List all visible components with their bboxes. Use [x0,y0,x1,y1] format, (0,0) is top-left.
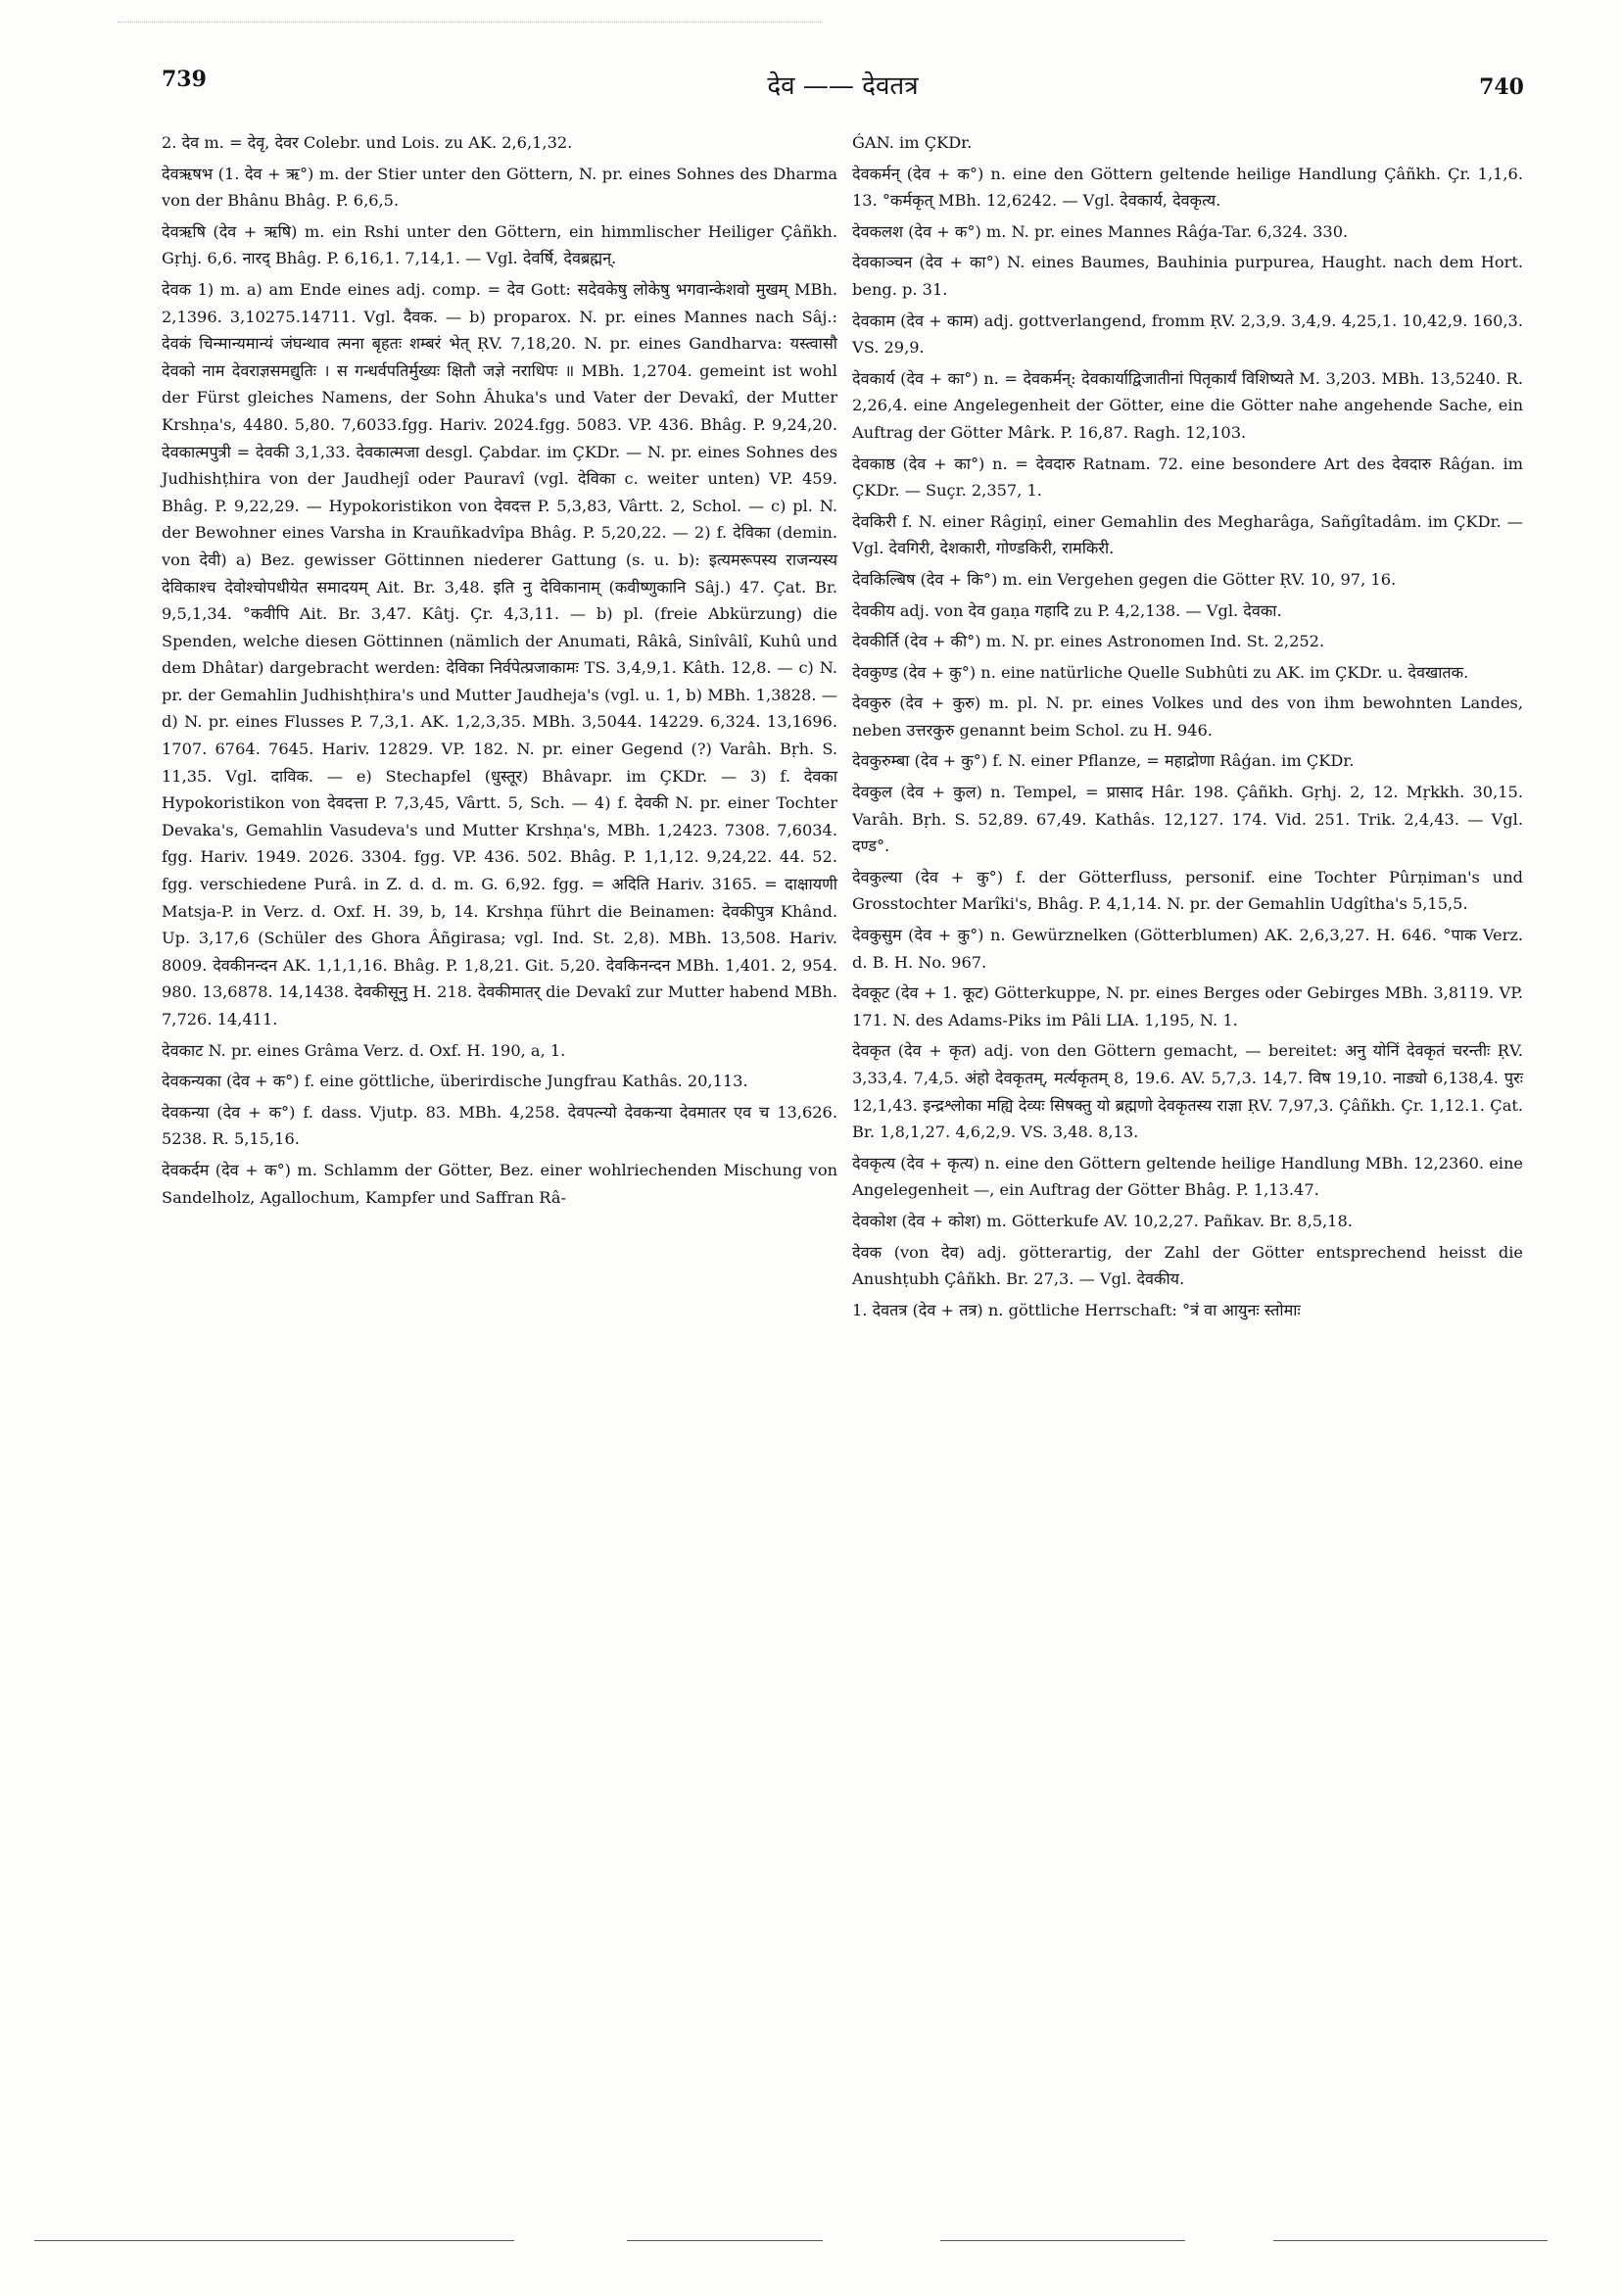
dictionary-entry: देवकाम (देव + काम) adj. gottverlangend, fromm ṚV. 2,3,9. 3,4,9. 4,25,1. 10,42,9. 160,3. VS. 29,9. [852,311,1523,358]
footer-rule [1273,2240,1548,2241]
footer-rule [34,2240,514,2241]
dictionary-entry: देवकाञ्चन (देव + का°) N. eines Baumes, Bauhinia purpurea, Haught. nach dem Hort. beng. p. 31. [852,253,1523,299]
dictionary-entry: देवकर्मन् (देव + क°) n. eine den Göttern geltende heilige Handlung Çâñkh. Çr. 1,1,6. 13. °कर्मकृत् MBh. 12,6242. — Vgl. देवकार्य, देवकृत्य. [852,164,1523,211]
dictionary-entry: देवक 1) m. a) am Ende eines adj. comp. = देव Gott: सदेवकेषु लोकेषु भगवान्केशवो मुखम् MBh. 2,1396. 3,10275.14711. Vgl. दैवक. — b) proparox. N. pr. eines Mannes nach Sâj.: देवकं चिन्मान्यमान्यं जंघन्थाव त्मना बृहतः शम्बरं भेत् ṚV. 7,18,20. N. pr. eines Gandharva: यस्त्वासौ देवको नाम देवराज्ञसमद्युतिः । स गन्धर्वपतिर्मुख्यः क्षितौ जज्ञे नराधिपः ॥ MBh. 1,2704. gemeint ist wohl der Fürst gleiches Namens, der Sohn Âhuka's und Vater der Devakî, der Mutter Krshṇa's, 4480. 5,80. 7,6033.fgg. Hariv. 2024.fgg. 5083. VP. 436. Bhâg. P. 9,24,20. देवकात्मपुत्री = देवकी 3,1,33. देवकात्मजा desgl. Çabdar. im ÇKDr. — N. pr. eines Sohnes des Judhishṭhira von der Jaudhejî oder Pauravî (vgl. देविका c. weiter unten) VP. 459. Bhâg. P. 9,22,29. — Hypokoristikon von देवदत्त P. 5,3,83, Vârtt. 2, Schol. — c) pl. N. der Bewohner eines Varsha in Krauñkadvîpa Bhâg. P. 5,20,22. — 2) f. देविका (demin. von देवी) a) Bez. gewisser Göttinnen niederer Gattung (s. u. b): इत्यमरूपस्य राजन्यस्य देविकाश्च देवोश्चोपधीयेत समादयम् Ait. Br. 3,48. इति नु देविकानाम् (कवीष्णुकानि Sâj.) 47. Çat. Br. 9,5,1,34. °कवीपि Ait. Br. 3,47. Kâtj. Çr. 4,3,11. — b) pl. (freie Abkürzung) die Spenden, welche diesen Göttinnen (nämlich der Anumati, Râkâ, Sinîvâlî, Kuhû und dem Dhâtar) dargebracht werden: देविका निर्वपेत्प्रजाकामः TS. 3,4,9,1. Kâth. 12,8. — c) N. pr. der Gemahlin Judhishṭhira's und Mutter Jaudheja's (vgl. u. 1, b) MBh. 1,3828. — d) N. pr. eines Flusses P. 7,3,1. AK. 1,2,3,35. MBh. 3,5044. 14229. 6,324. 13,1696. 1707. 6764. 7645. Hariv. 12829. VP. 182. N. pr. einer Gegend (?) Varâh. Bṛh. S. 11,35. Vgl. दाविक. — e) Stechapfel (धुस्तूर) Bhâvapr. im ÇKDr. — 3) f. देवका Hypokoristikon von देवदत्ता P. 7,3,45, Vârtt. 5, Sch. — 4) f. देवकी N. pr. einer Tochter Devaka's, Gemahlin Vasudeva's und Mutter Krshṇa's, MBh. 1,2423. 7308. 7,6034. fgg. Hariv. 1949. 2026. 3304. fgg. VP. 436. 502. Bhâg. P. 1,1,12. 9,24,22. 44. 52. fgg. verschiedene Purâ. in Z. d. d. m. G. 6,92. fgg. = अदिति Hariv. 3165. = दाक्षायणी Matsja-P. in Verz. d. Oxf. H. 39, b, 14. Krshṇa führt die Beinamen: देवकीपुत्र Khând. Up. 3,17,6 (Schüler des Ghora Âñgirasa; vgl. Ind. St. 2,8). MBh. 13,508. Hariv. 8009. देवकीनन्दन AK. 1,1,1,16. Bhâg. P. 1,8,21. Git. 5,20. देवकिनन्दन MBh. 1,401. 2, 954. 980. 13,6878. 14,1438. देवकीसूनु H. 218. देवकीमातर् die Devakî zur Mutter habend MBh. 7,726. 14,411. [162,279,837,1028]
dictionary-entry: देवऋषभ (1. देव + ऋ°) m. der Stier unter den Göttern, N. pr. eines Sohnes des Dharma von der Bhânu Bhâg. P. 6,6,5. [162,164,837,211]
dictionary-entry: देवकिरी f. N. einer Râgiṇî, einer Gemahlin des Megharâga, Sañgîtadâm. im ÇKDr. — Vgl. देवगिरी, देशकारी, गोण्डकिरी, रामकिरी. [852,511,1523,558]
dictionary-entry: ǴAN. im ÇKDr. [852,133,973,152]
right-column [852,129,1523,1327]
dictionary-entry: देवकोश (देव + कोश) m. Götterkufe AV. 10,2,27. Pañkav. Br. 8,5,18. [852,1211,1353,1230]
dictionary-entry: देवकुसुम (देव + कु°) n. Gewürznelken (Götterblumen) AK. 2,6,3,27. H. 646. °पाक Verz. d. B. H. No. 967. [852,926,1523,972]
dictionary-entry: देवऋषि (देव + ऋषि) m. ein Rshi unter den Göttern, ein himmlischer Heiliger Çâñkh. Gṛhj. 6,6. नारद् Bhâg. P. 6,16,1. 7,14,1. — Vgl. देवर्षि, देवब्रह्मन्. [162,221,837,268]
top-scan-artifact [118,22,823,24]
dictionary-entry: देवकीर्ति (देव + की°) m. N. pr. eines Astronomen Ind. St. 2,252. [852,632,1325,651]
dictionary-entry: देवकाट N. pr. eines Grâma Verz. d. Oxf. H. 190, a, 1. [162,1040,566,1060]
page-header [162,67,1524,106]
left-column [162,129,837,1215]
footer-rule [627,2240,823,2241]
dictionary-entry: देवकर्दम (देव + क°) m. Schlamm der Götter, Bez. einer wohlriechenden Mischung von Sandelholz, Agallochum, Kampfer und Saffran Râ- [162,1160,837,1207]
dictionary-entry: 1. देवतत्र (देव + तत्र) n. göttliche Herrschaft: °त्रं वा आयुनः स्तोमाः [852,1300,1301,1319]
dictionary-entry: देवक (von देव) adj. götterartig, der Zahl der Götter entsprechend heisst die Anushṭubh Çâñkh. Br. 27,3. — Vgl. देवकीय. [852,1242,1523,1289]
running-title: देव —— देवतत्र [767,72,919,101]
dictionary-entry: देवकूट (देव + 1. कूट) Götterkuppe, N. pr. eines Berges oder Gebirges MBh. 3,8119. VP. 171. N. des Adams-Piks im Pâli LIA. 1,195, N. 1. [852,983,1523,1029]
dictionary-entry: देवकृत्य (देव + कृत्य) n. eine den Göttern geltende heilige Handlung MBh. 12,2360. eine Angelegenheit —, ein Auftrag der Götter Bhâg. P. 1,13.47. [852,1153,1523,1200]
dictionary-entry: देवकाष्ठ (देव + का°) n. = देवदारु Ratnam. 72. eine besondere Art des देवदारु Râǵan. im ÇKDr. — Suçr. 2,357, 1. [852,454,1523,501]
dictionary-entry: देवकन्यका (देव + क°) f. eine göttliche, überirdische Jungfrau Kathâs. 20,113. [162,1072,748,1091]
dictionary-entry: देवकुरु (देव + कुरु) m. pl. N. pr. eines Volkes und des von ihm bewohnten Landes, neben उत्तरकुरु genannt beim Schol. zu H. 946. [852,694,1523,740]
dictionary-entry: देवकुल (देव + कुल) n. Tempel, = प्रासाद Hâr. 198. Çâñkh. Gṛhj. 2, 12. Mṛkkh. 30,15. Varâh. Bṛh. S. 52,89. 67,49. Kathâs. 12,127. 174. Vid. 251. Trik. 2,4,43. — Vgl. दण्ड°. [852,783,1523,856]
dictionary-entry: देवकुण्ड (देव + कु°) n. eine natürliche Quelle Subhûti zu AK. im ÇKDr. u. देवखातक. [852,662,1469,682]
dictionary-entry: देवकिल्बिष (देव + कि°) m. ein Vergehen gegen die Götter ṚV. 10, 97, 16. [852,569,1397,589]
dictionary-entry: देवकीय adj. von देव gaṇa गहादि zu P. 4,2,138. — Vgl. देवका. [852,600,1282,620]
dictionary-entry: देवकार्य (देव + का°) n. = देवकर्मन्: देवकार्याद्विजातीनां पितृकार्यं विशिष्यते M. 3,203. MBh. 13,5240. R. 2,26,4. eine Angelegenheit der Götter, eine die Götter nahe angehende Sache, ein Auftrag der Götter Mârk. P. 16,87. Ragh. 12,103. [852,368,1523,442]
dictionary-entry: देवकुल्या (देव + कु°) f. der Götterfluss, personif. eine Tochter Pûrṇiman's und Grosstochter Marîki's, Bhâg. P. 4,1,14. N. pr. der Gemahlin Udgîtha's 5,15,5. [852,867,1523,914]
page-number-right: 740 [1479,74,1524,100]
dictionary-entry: देवकुरुम्बा (देव + कु°) f. N. einer Pflanze, = महाद्रोणा Râǵan. im ÇKDr. [852,751,1355,771]
dictionary-entry: देवकृत (देव + कृत) adj. von den Göttern gemacht, — bereitet: अनु योनिं देवकृतं चरन्तीः ṚV. 3,33,4. 7,4,5. अंहो देवकृतम्, मर्त्यकृतम् 8, 19.6. AV. 5,7,3. 14,7. विष 19,10. नाड्यो 6,138,4. पुरः 12,1,43. इन्द्रश्लोका मह्यि देव्यः सिषक्तु यो ब्रह्मणो देवकृतस्य राज्ञा ṚV. 7,97,3. Çâñkh. Çr. 1,12.1. Çat. Br. 1,8,1,27. 4,6,2,9. VS. 3,48. 8,13. [852,1041,1523,1142]
dictionary-entry: 2. देव m. = देवृ, देवर Colebr. und Lois. zu AK. 2,6,1,32. [162,133,573,152]
page-number-left: 739 [162,67,207,92]
dictionary-entry: देवकलश (देव + क°) m. N. pr. eines Mannes Râǵa-Tar. 6,324. 330. [852,221,1349,241]
footer-rule [940,2240,1185,2241]
dictionary-entry: देवकन्या (देव + क°) f. dass. Vjutp. 83. MBh. 4,258. देवपत्न्यो देवकन्या देवमातर एव च 13,626. 5238. R. 5,15,16. [162,1102,837,1149]
